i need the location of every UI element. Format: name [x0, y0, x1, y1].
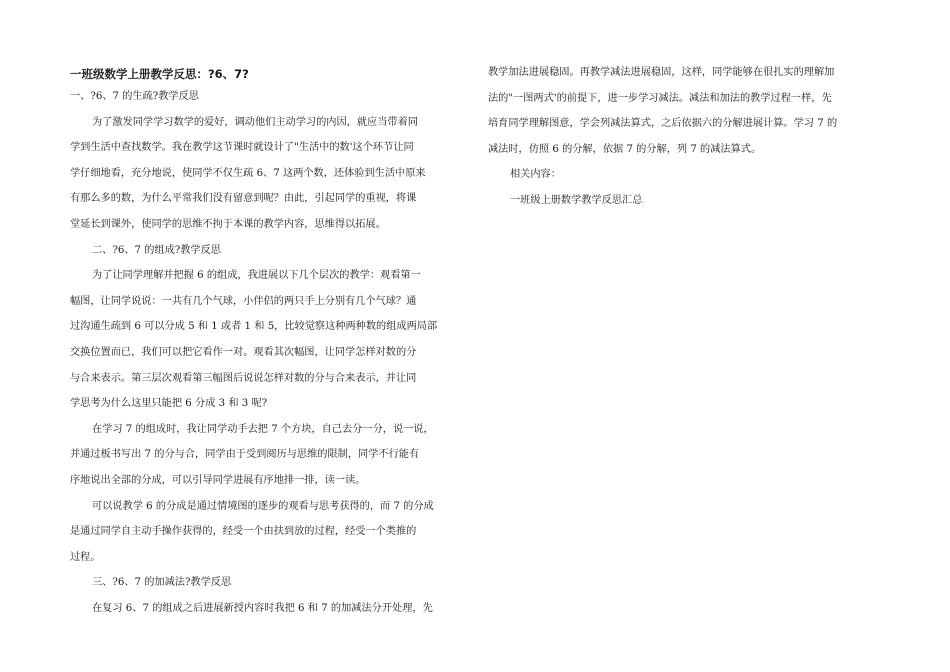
text-line: 法的"一图两式'的前提下，进一步学习减法。减法和加法的教学过程一样，先 — [488, 92, 832, 104]
text-line: 幅图，让同学说说：一共有几个气球，小伴侣的两只手上分别有几个气球？通 — [70, 295, 417, 307]
text-line: 为了让同学理解并把握 6 的组成，我进展以下几个层次的教学：观看第一 — [92, 270, 421, 282]
text-line: 是通过同学自主动手操作获得的，经受一个由扶到放的过程，经受一个类推的 — [70, 526, 417, 538]
text-line: 教学加法进展稳固。再教学减法进展稳固，这样，同学能够在很扎实的理解加 — [488, 67, 835, 78]
text-line: 一、?6、7 的生疏?教学反思 — [70, 91, 199, 102]
text-line: 在复习 6、7 的组成之后进展新授内容时我把 6 和 7 的加减法分开处理，先 — [92, 603, 433, 614]
text-line: 在学习 7 的组成时，我让同学动手去把 7 个方块，自己去分一分，说一说， — [92, 423, 434, 435]
text-line: 过沟通生疏到 6 可以分成 5 和 1 或者 1 和 5，比较觉察这种两种数的组成两局部 — [70, 321, 438, 333]
text-line: 减法时，仿照 6 的分解，依据 7 的分解，列 7 的减法算式。 — [488, 143, 762, 155]
text-line: 培育同学理解图意，学会列减法算式，之后依据六的分解进展计算。学习 7 的 — [488, 118, 838, 130]
text-line: 并通过板书写出 7 的分与合，同学由于受到阅历与思维的限制，同学不行能有 — [70, 449, 420, 461]
text-line: 学到生活中查找数学。我在教学这节课时就设计了"生活中的数'这个环节让同 — [70, 142, 414, 154]
text-line: 为了激发同学学习数学的爱好，调动他们主动学习的内因，就应当带着同 — [92, 116, 418, 128]
text-line: 堂延长到课外，使同学的思维不拘于本课的教学内容，思维得以拓展。 — [70, 219, 386, 230]
text-line: 学仔细地看，充分地说，使同学不仅生疏 6、7 这两个数，还体验到生活中原来 — [70, 167, 426, 179]
text-line: 序地说出全部的分成，可以引导同学进展有序地排一排，读一读。 — [70, 475, 366, 486]
text-line: 三、?6、7 的加减法?教学反思 — [92, 577, 232, 589]
text-line: 过程。 — [70, 551, 101, 563]
text-line: 可以说教学 6 的分成是通过情境图的逐步的观看与思考获得的，而 7 的分成 — [92, 500, 434, 512]
text-line: 相关内容： — [510, 169, 561, 181]
text-line: 学思考为什么这里只能把 6 分成 3 和 3 呢? — [70, 398, 268, 410]
text-line: 一班级上册数学教学反思汇总 — [510, 195, 643, 206]
text-line: 与合来表示。第三层次观看第三幅图后说说怎样对数的分与合来表示，并让同 — [70, 372, 417, 384]
text-line: 有那么多的数，为什么平常我们没有留意到呢？由此，引起同学的重视，将课 — [70, 193, 417, 205]
text-line: 二、?6、7 的组成?教学反思 — [92, 244, 221, 256]
document-title: 一班级数学上册教学反思：?6、7? — [70, 67, 249, 81]
text-line: 交换位置而已，我们可以把它看作一对。观看其次幅图，让同学怎样对数的分 — [70, 347, 417, 358]
